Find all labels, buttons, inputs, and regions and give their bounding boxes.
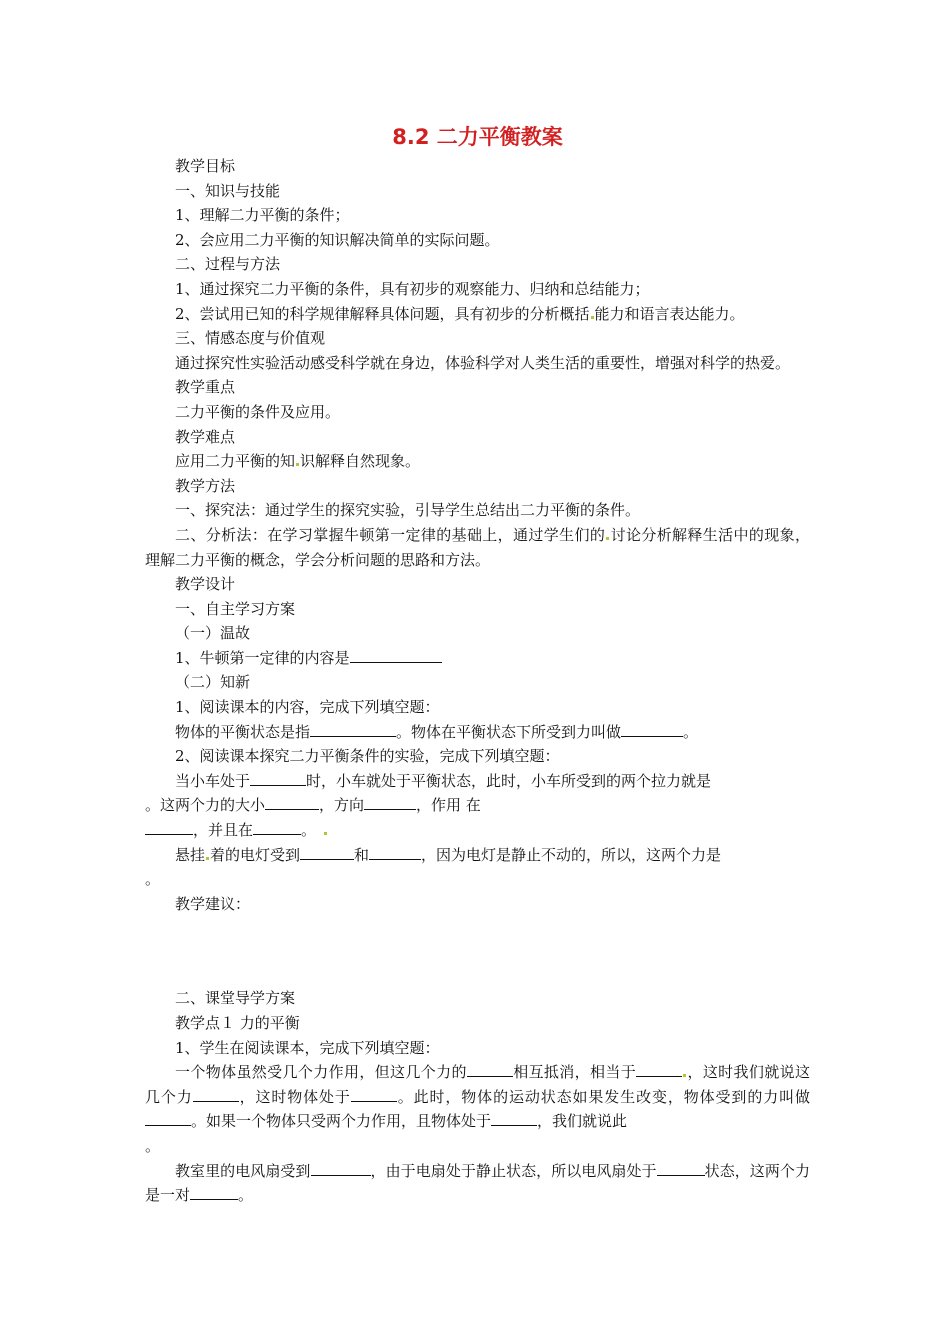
goal-item: 1、理解二力平衡的条件； [175, 206, 350, 225]
fill-blank[interactable] [300, 845, 354, 860]
review-label: （一）温故 [175, 624, 251, 643]
new-label: （二）知新 [175, 673, 251, 692]
text-fragment: 悬挂 [175, 845, 206, 864]
text-fragment: 应用二力平衡的知 [175, 452, 296, 471]
text-fragment: ，并且在 [193, 821, 254, 840]
text-fragment: 时，小车就处于平衡状态，此时，小车所受到的两个拉力就是 [306, 771, 712, 790]
text-fragment: 当小车处于 [175, 771, 251, 790]
goal-paragraph: 通过探究性实验活动感受科学就在身边，体验科学对人类生活的重要性，增强对科学的热爱。 [175, 353, 791, 372]
ink-speck [683, 1074, 686, 1077]
fill-blank[interactable] [491, 1111, 537, 1126]
text-fragment: 。 [238, 1186, 254, 1205]
question-paragraph [145, 769, 810, 794]
text-fragment: ，我们就说此 [537, 1112, 628, 1131]
fill-blank[interactable] [311, 1161, 371, 1176]
text-fragment: ，这时物体处于 [238, 1087, 351, 1106]
fill-blank[interactable] [145, 1111, 191, 1126]
ink-speck [606, 537, 609, 540]
text-fragment: 。此时，物体的运动状态如果发生改变，物体受到的力叫做 [396, 1087, 810, 1106]
fill-blank[interactable] [145, 820, 193, 835]
text-fragment: 二、分析法：在学习掌握牛顿第一定律的基础上，通过学生们的 [175, 525, 606, 544]
page-title: 8.2 二力平衡教案 [392, 125, 563, 149]
section-heading-design: 教学设计 [175, 575, 236, 594]
goal-item [145, 302, 810, 327]
question-line: 1、学生在阅读课本，完成下列填空题： [175, 1038, 440, 1057]
question-paragraph [145, 1159, 810, 1208]
text-fragment: 。 [145, 870, 161, 889]
question-line [145, 818, 810, 843]
fill-blank[interactable] [190, 1185, 238, 1200]
teaching-suggestion-label: 教学建议： [175, 894, 251, 913]
goal-section-1: 一、知识与技能 [175, 181, 281, 200]
fill-blank[interactable] [350, 648, 442, 663]
text-fragment: 相互抵消，相当于 [512, 1063, 637, 1082]
text-fragment: 2、尝试用已知的科学规律解释具体问题，具有初步的分析概括 [175, 304, 590, 323]
method-item: 一、探究法：通过学生的探究实验，引导学生总结出二力平衡的条件。 [175, 501, 641, 520]
goal-section-2: 二、过程与方法 [175, 255, 281, 274]
question-line [145, 793, 810, 818]
text-fragment: 和 [354, 845, 370, 864]
text-fragment: ，由于电扇处于静止状态，所以电风扇处于 [370, 1161, 657, 1180]
fill-blank[interactable] [253, 820, 301, 835]
fill-blank[interactable] [310, 722, 396, 737]
difficulty-text [145, 449, 810, 474]
text-fragment: 。如果一个物体只受两个力作用，且物体处于 [191, 1112, 492, 1131]
text-fragment: 能力和语言表达能力。 [594, 304, 745, 323]
section-heading-key: 教学重点 [175, 378, 236, 397]
text-fragment: ，因为电灯是静止不动的，所以，这两个力是 [421, 845, 722, 864]
ink-speck [591, 316, 594, 319]
ink-speck [206, 857, 209, 860]
text-fragment: ，方向 [319, 796, 365, 815]
spacer [145, 916, 810, 986]
text-fragment: 状态，这两个力是一对 [145, 1161, 810, 1205]
section-heading-difficulty: 教学难点 [175, 427, 236, 446]
fill-blank[interactable] [369, 845, 421, 860]
text-fragment: ，作用 在 [416, 796, 481, 815]
fill-blank[interactable] [636, 1062, 682, 1077]
text-fragment: 物体的平衡状态是指 [175, 722, 311, 741]
fill-blank[interactable] [364, 795, 416, 810]
section-heading-methods: 教学方法 [175, 476, 236, 495]
text-fragment: 一个物体虽然受几个力作用，但这几个力的 [175, 1063, 467, 1082]
fill-blank[interactable] [193, 1087, 239, 1102]
method-item [145, 523, 810, 572]
fill-blank[interactable] [265, 795, 319, 810]
question-line [145, 720, 810, 745]
text-fragment: 识解释自然现象。 [300, 452, 421, 471]
section-heading-class: 二、课堂导学方案 [175, 989, 296, 1008]
goal-item: 1、通过探究二力平衡的条件，具有初步的观察能力、归纳和总结能力； [175, 279, 650, 298]
fill-blank[interactable] [467, 1062, 513, 1077]
text-fragment: 。 [145, 1136, 161, 1155]
text-fragment: 。 [683, 722, 699, 741]
section-heading-goals: 教学目标 [175, 157, 236, 175]
question-paragraph [145, 843, 810, 892]
teaching-point: 教学点１ 力的平衡 [175, 1014, 300, 1032]
key-text: 二力平衡的条件及应用。 [175, 402, 341, 421]
question-line: 2、阅读课本探究二力平衡条件的实验，完成下列填空题： [175, 747, 560, 766]
question-line [145, 646, 810, 671]
ink-speck [324, 832, 327, 835]
goal-section-3: 三、情感态度与价值观 [175, 329, 326, 348]
fill-blank[interactable] [250, 771, 306, 786]
text-fragment: 着的电灯受到 [210, 845, 301, 864]
text-fragment: ，这时我们就说这几个力 [145, 1063, 810, 1106]
text-fragment: 1、牛顿第一定律的内容是 [175, 648, 350, 667]
fill-blank[interactable] [621, 722, 683, 737]
design-subheading: 一、自主学习方案 [175, 599, 296, 618]
ink-speck [296, 463, 299, 466]
text-fragment: 教室里的电风扇受到 [175, 1161, 311, 1180]
text-fragment: 。物体在平衡状态下所受到力叫做 [396, 722, 622, 741]
text-fragment: 。 [301, 821, 317, 840]
fill-blank[interactable] [351, 1087, 397, 1102]
question-line: 1、阅读课本的内容，完成下列填空题： [175, 698, 440, 717]
text-fragment: 讨论分析解释生活中的现象，理解二力平衡的概念，学会分析问题的思路和方法。 [145, 525, 810, 569]
text-fragment: 。这两个力的大小 [145, 796, 266, 815]
document-page [145, 120, 810, 1208]
goal-item: 2、会应用二力平衡的知识解决简单的实际问题。 [175, 230, 500, 249]
fill-blank[interactable] [657, 1161, 705, 1176]
question-paragraph [145, 1060, 810, 1158]
